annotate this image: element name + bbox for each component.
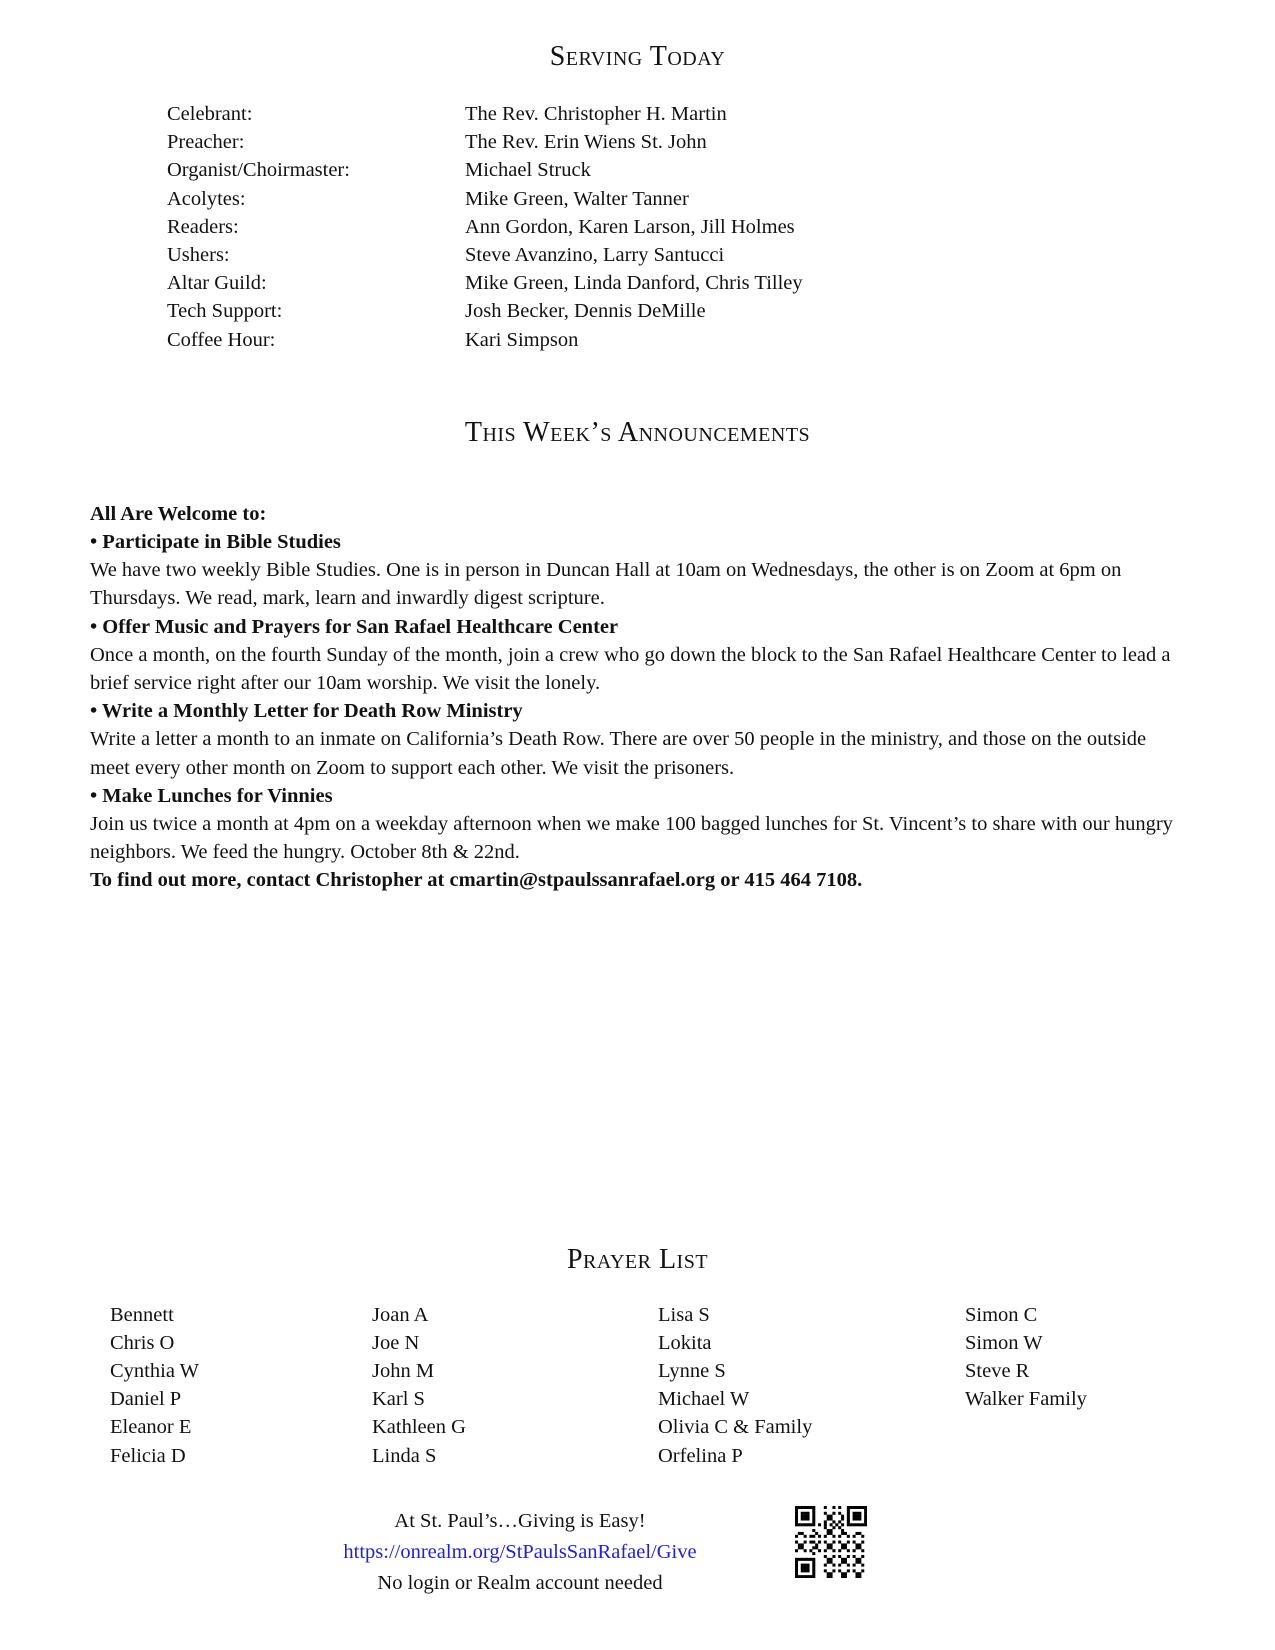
qr-code-graphic [795, 1506, 867, 1578]
serving-names: Ann Gordon, Karen Larson, Jill Holmes [465, 215, 795, 238]
serving-names: Steve Avanzino, Larry Santucci [465, 244, 725, 267]
prayer-name: Michael W [658, 1388, 750, 1411]
serving-row [167, 326, 1275, 354]
serving-today-title: Serving Today [549, 41, 726, 72]
prayer-name: Joe N [372, 1331, 420, 1354]
serving-role: Organist/Choirmaster: [167, 159, 350, 182]
prayer-name: Joan A [372, 1303, 429, 1326]
announcement-item [90, 613, 1185, 698]
serving-row [167, 156, 1275, 184]
announcement-item-heading: • Make Lunches for Vinnies [90, 784, 333, 807]
prayer-column [965, 1301, 1275, 1470]
prayer-name: Felicia D [110, 1444, 186, 1467]
announcement-item-heading: • Write a Monthly Letter for Death Row Ministry [90, 700, 523, 723]
serving-row [167, 269, 1275, 297]
announcements-contact-line: To find out more, contact Christopher at cmartin@stpaulssanrafael.org or 415 464 7108. [90, 869, 863, 892]
prayer-name: Chris O [110, 1331, 175, 1354]
prayer-name: Walker Family [965, 1388, 1087, 1411]
serving-role: Readers: [167, 215, 239, 238]
announcement-item-body: Write a letter a month to an inmate on California’s Death Row. There are over 50 people in the ministry, and those on the outside meet every other month on Zoom to support each other. We visit the prisoners. [90, 728, 1147, 779]
prayer-name: Bennett [110, 1303, 174, 1326]
announcements-title: This Week’s Announcements [464, 416, 811, 448]
serving-row [167, 297, 1275, 325]
serving-role: Altar Guild: [167, 272, 267, 295]
serving-names: Kari Simpson [465, 328, 579, 351]
serving-row [167, 185, 1275, 213]
serving-row [167, 128, 1275, 156]
announcements-block [90, 500, 1185, 895]
serving-row [167, 213, 1275, 241]
prayer-name: Eleanor E [110, 1416, 192, 1439]
serving-row [167, 100, 1275, 128]
giving-link[interactable]: https://onrealm.org/StPaulsSanRafael/Give [343, 1540, 697, 1563]
prayer-column [658, 1301, 965, 1470]
prayer-column [110, 1301, 372, 1470]
serving-row [167, 241, 1275, 269]
announcement-item-body: We have two weekly Bible Studies. One is in person in Duncan Hall at 10am on Wednesdays, the other is on Zoom at 6pm on Thursdays. We read, mark, learn and inwardly digest scripture. [90, 559, 1122, 610]
announcement-item-heading: • Offer Music and Prayers for San Rafael Healthcare Center [90, 615, 619, 638]
announcement-item [90, 528, 1185, 613]
serving-names: Mike Green, Walter Tanner [465, 187, 689, 210]
prayer-name: Kathleen G [372, 1416, 466, 1439]
announcement-item [90, 782, 1185, 867]
prayer-name: Daniel P [110, 1388, 182, 1411]
prayer-name: Cynthia W [110, 1360, 200, 1383]
prayer-name: Lokita [658, 1331, 712, 1354]
serving-names: The Rev. Christopher H. Martin [465, 103, 727, 125]
serving-today-list [167, 100, 1275, 354]
prayer-name: Simon C [965, 1303, 1038, 1326]
serving-role: Coffee Hour: [167, 328, 276, 351]
serving-role: Preacher: [167, 131, 245, 154]
announcement-item-heading: • Participate in Bible Studies [90, 531, 341, 554]
prayer-name: Orfelina P [658, 1444, 743, 1467]
prayer-list-title: Prayer List [566, 1243, 709, 1275]
prayer-name: John M [372, 1360, 435, 1383]
prayer-name: Karl S [372, 1388, 425, 1411]
giving-note: No login or Realm account needed [377, 1571, 663, 1594]
prayer-name: Olivia C & Family [658, 1416, 813, 1439]
prayer-name: Simon W [965, 1331, 1043, 1354]
serving-role: Ushers: [167, 244, 230, 267]
serving-role: Acolytes: [167, 187, 246, 210]
prayer-name: Linda S [372, 1444, 437, 1467]
announcement-item [90, 697, 1185, 782]
prayer-name: Lisa S [658, 1303, 710, 1326]
giving-headline: At St. Paul’s…Giving is Easy! [394, 1509, 646, 1532]
prayer-name: Steve R [965, 1360, 1030, 1383]
prayer-name: Lynne S [658, 1360, 726, 1383]
announcement-item-body: Once a month, on the fourth Sunday of the month, join a crew who go down the block to the San Rafael Healthcare Center to lead a brief service right after our 10am worship. We visit the lonely. [90, 643, 1171, 695]
serving-names: Josh Becker, Dennis DeMille [465, 300, 706, 323]
serving-names: Michael Struck [465, 159, 591, 182]
serving-names: Mike Green, Linda Danford, Chris Tilley [465, 272, 803, 295]
prayer-column [372, 1301, 658, 1470]
serving-role: Tech Support: [167, 300, 283, 323]
giving-qr-code [795, 1506, 867, 1578]
serving-role: Celebrant: [167, 103, 253, 125]
serving-names: The Rev. Erin Wiens St. John [465, 131, 707, 154]
announcement-item-body: Join us twice a month at 4pm on a weekday afternoon when we make 100 bagged lunches for St. Vincent’s to share with our hungry neighbors. We feed the hungry. October 8th & 22nd. [90, 813, 1173, 864]
prayer-list [110, 1301, 1275, 1470]
announcements-intro: All Are Welcome to: [90, 502, 267, 525]
